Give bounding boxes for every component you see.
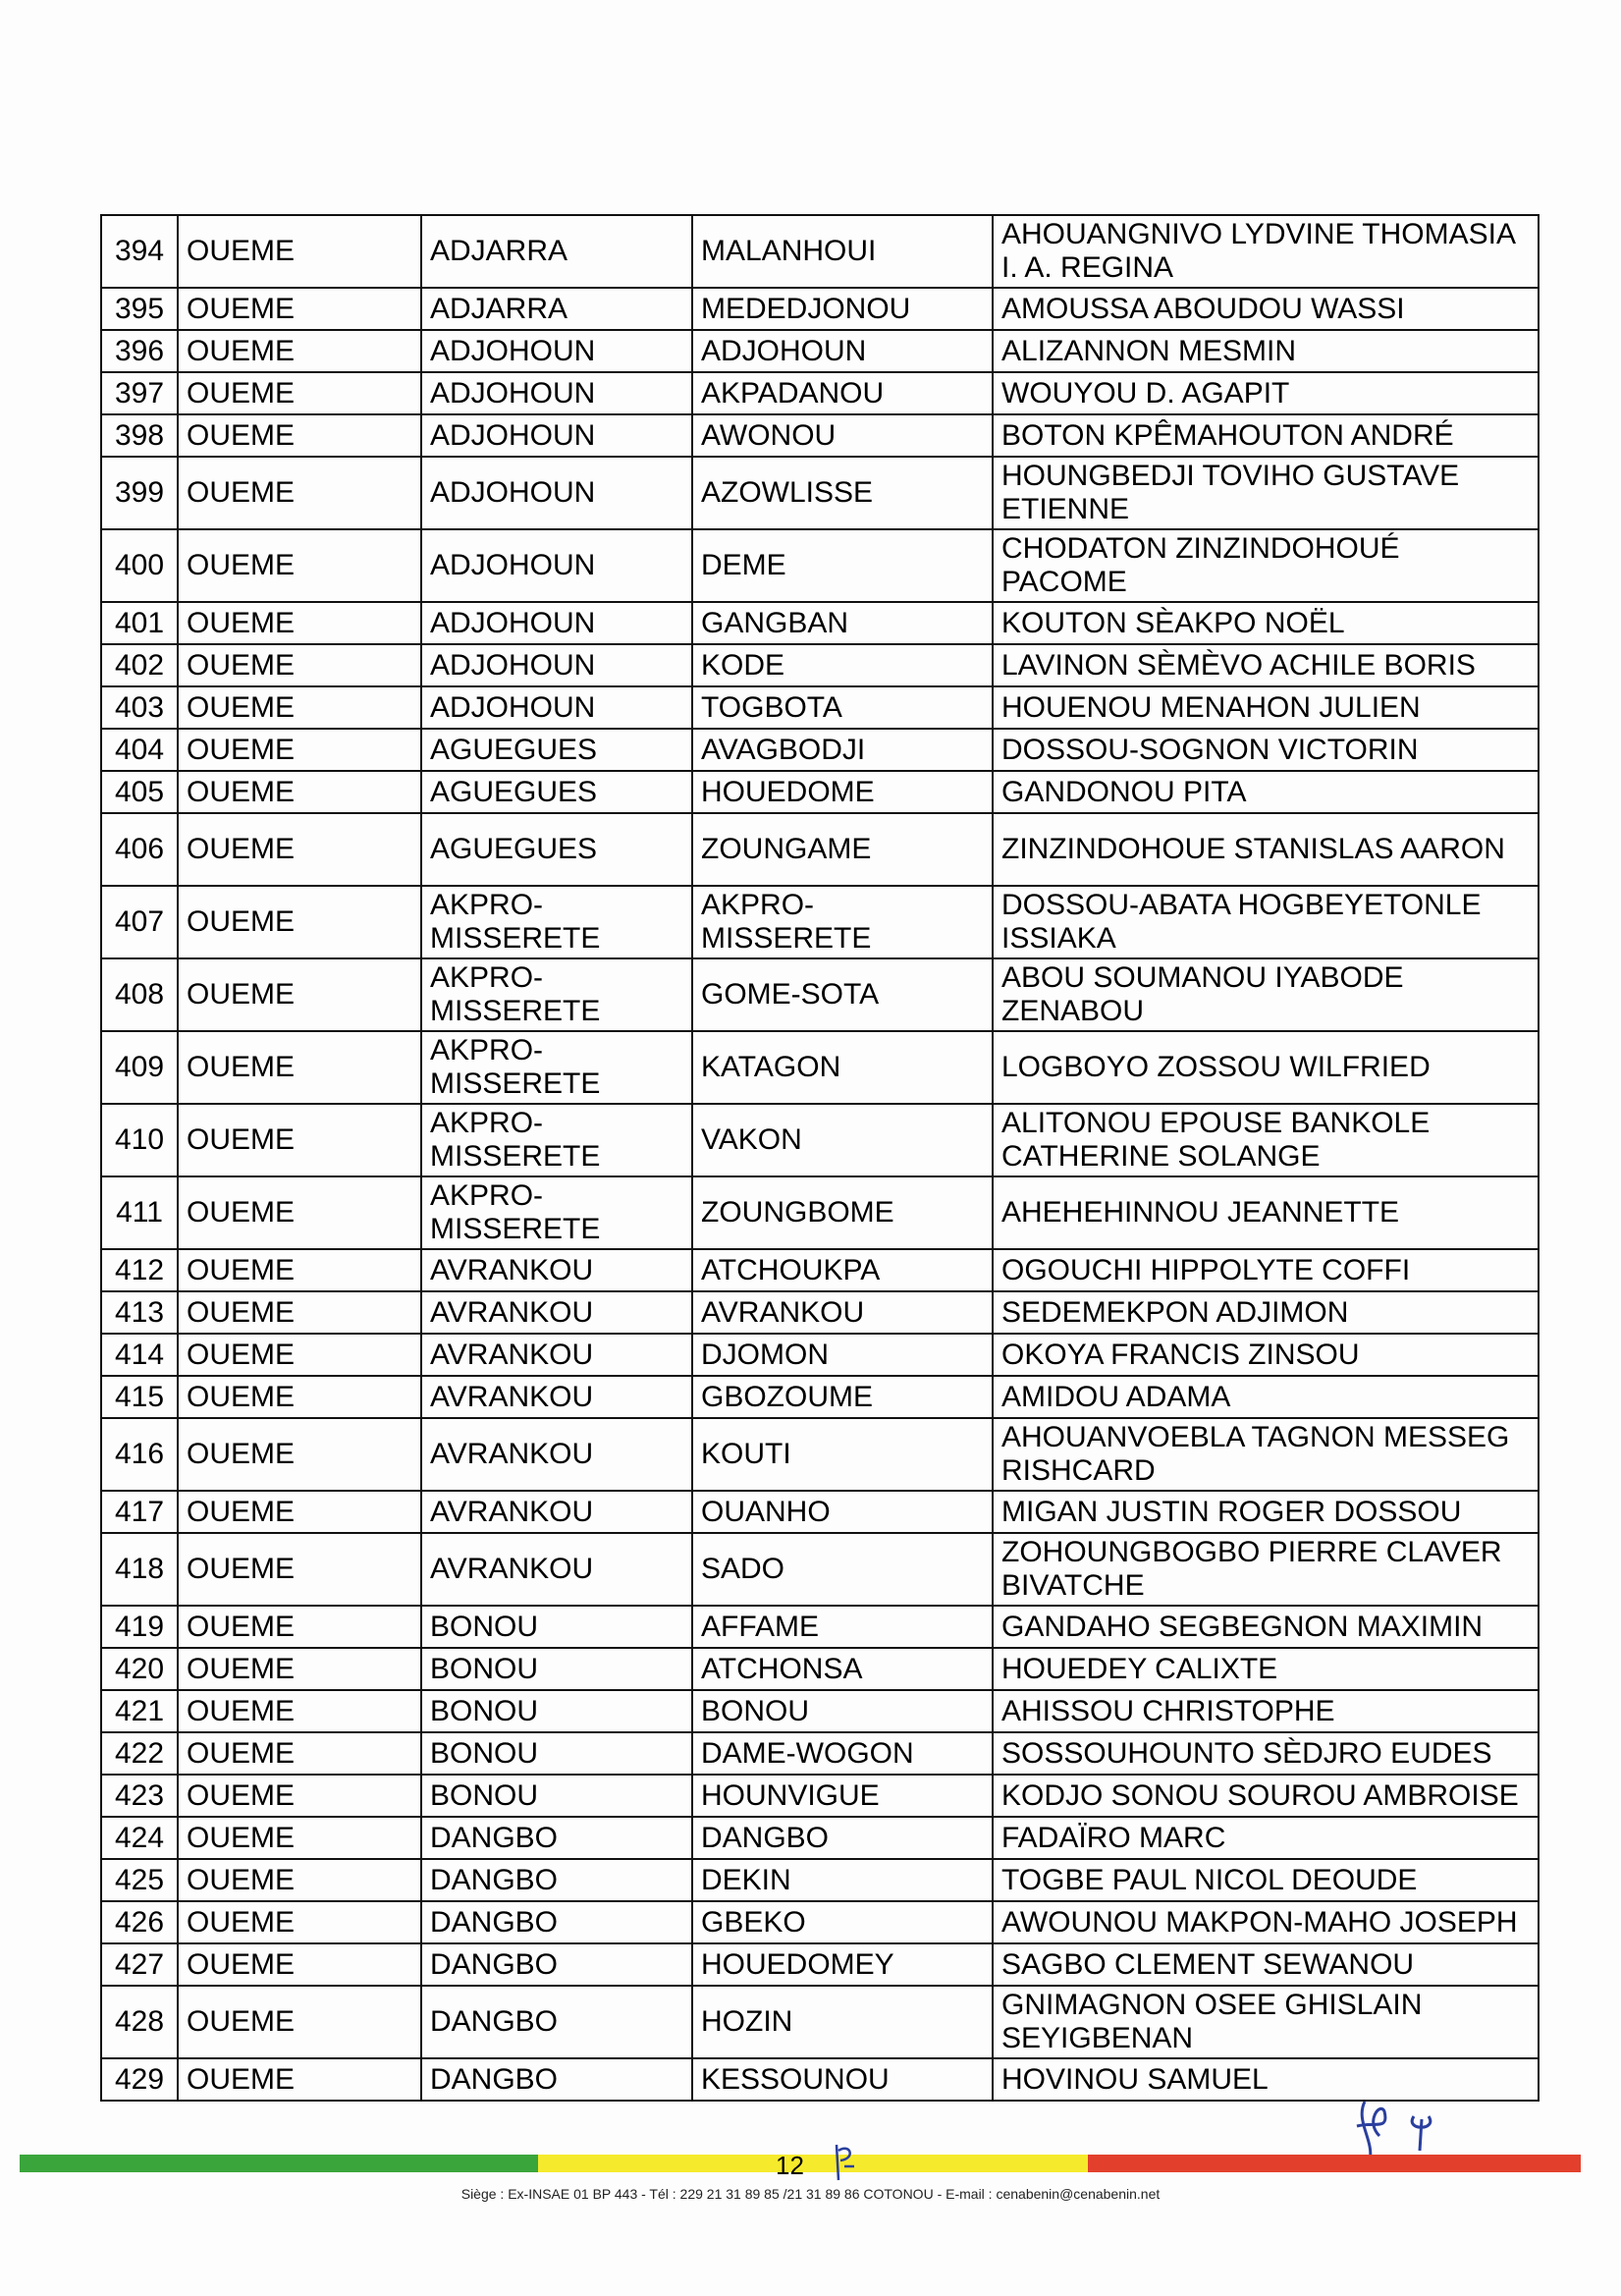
commune-cell: AKPRO-MISSERETE (421, 958, 692, 1031)
arrondissement-cell: DJOMON (692, 1334, 993, 1376)
name-cell: AHEHEHINNOU JEANNETTE (993, 1176, 1539, 1249)
commune-cell: AKPRO-MISSERETE (421, 886, 692, 958)
name-cell: AMOUSSA ABOUDOU WASSI (993, 288, 1539, 330)
name-cell: ZINZINDOHOUE STANISLAS AARON (993, 813, 1539, 886)
name-cell: DOSSOU-ABATA HOGBEYETONLE ISSIAKA (993, 886, 1539, 958)
row-number-cell: 398 (101, 414, 178, 457)
commune-cell: DANGBO (421, 2058, 692, 2101)
commune-cell: ADJOHOUN (421, 686, 692, 729)
department-cell: OUEME (178, 686, 421, 729)
department-cell: OUEME (178, 1031, 421, 1104)
row-number-cell: 397 (101, 372, 178, 414)
row-number-cell: 415 (101, 1376, 178, 1418)
table-body (101, 215, 1539, 2101)
table-row (101, 1291, 1539, 1334)
table-row (101, 529, 1539, 602)
arrondissement-cell: DAME-WOGON (692, 1732, 993, 1775)
department-cell: OUEME (178, 414, 421, 457)
table-row (101, 1986, 1539, 2058)
name-cell: LAVINON SÈMÈVO ACHILE BORIS (993, 644, 1539, 686)
department-cell: OUEME (178, 288, 421, 330)
commune-cell: AVRANKOU (421, 1376, 692, 1418)
name-cell: GANDAHO SEGBEGNON MAXIMIN (993, 1606, 1539, 1648)
name-cell: OKOYA FRANCIS ZINSOU (993, 1334, 1539, 1376)
name-cell: WOUYOU D. AGAPIT (993, 372, 1539, 414)
arrondissement-cell: OUANHO (692, 1491, 993, 1533)
department-cell: OUEME (178, 602, 421, 644)
row-number-cell: 402 (101, 644, 178, 686)
name-cell: FADAÏRO MARC (993, 1817, 1539, 1859)
row-number-cell: 396 (101, 330, 178, 372)
results-table (100, 214, 1540, 2102)
arrondissement-cell: AFFAME (692, 1606, 993, 1648)
department-cell: OUEME (178, 958, 421, 1031)
name-cell: KOUTON SÈAKPO NOËL (993, 602, 1539, 644)
arrondissement-cell: AVAGBODJI (692, 729, 993, 771)
page-number: 12 (776, 2151, 804, 2180)
department-cell: OUEME (178, 1249, 421, 1291)
arrondissement-cell: AKPRO-MISSERETE (692, 886, 993, 958)
table-row (101, 414, 1539, 457)
arrondissement-cell: AZOWLISSE (692, 457, 993, 529)
table-row (101, 1376, 1539, 1418)
department-cell: OUEME (178, 372, 421, 414)
department-cell: OUEME (178, 1334, 421, 1376)
handwritten-initial-mark (831, 2141, 860, 2184)
table-row (101, 1648, 1539, 1690)
row-number-cell: 419 (101, 1606, 178, 1648)
table-row (101, 729, 1539, 771)
name-cell: TOGBE PAUL NICOL DEOUDE (993, 1859, 1539, 1901)
commune-cell: BONOU (421, 1775, 692, 1817)
row-number-cell: 426 (101, 1901, 178, 1943)
department-cell: OUEME (178, 330, 421, 372)
arrondissement-cell: GANGBAN (692, 602, 993, 644)
commune-cell: DANGBO (421, 1859, 692, 1901)
arrondissement-cell: ADJOHOUN (692, 330, 993, 372)
arrondissement-cell: HOUEDOME (692, 771, 993, 813)
row-number-cell: 429 (101, 2058, 178, 2101)
department-cell: OUEME (178, 1943, 421, 1986)
row-number-cell: 411 (101, 1176, 178, 1249)
row-number-cell: 395 (101, 288, 178, 330)
department-cell: OUEME (178, 1104, 421, 1176)
name-cell: GANDONOU PITA (993, 771, 1539, 813)
department-cell: OUEME (178, 886, 421, 958)
commune-cell: DANGBO (421, 1901, 692, 1943)
name-cell: HOUNGBEDJI TOVIHO GUSTAVE ETIENNE (993, 457, 1539, 529)
row-number-cell: 410 (101, 1104, 178, 1176)
name-cell: AHOUANVOEBLA TAGNON MESSEG RISHCARD (993, 1418, 1539, 1491)
commune-cell: ADJARRA (421, 215, 692, 288)
row-number-cell: 423 (101, 1775, 178, 1817)
row-number-cell: 401 (101, 602, 178, 644)
arrondissement-cell: MALANHOUI (692, 215, 993, 288)
commune-cell: AVRANKOU (421, 1334, 692, 1376)
table-row (101, 2058, 1539, 2101)
commune-cell: ADJOHOUN (421, 644, 692, 686)
name-cell: AHOUANGNIVO LYDVINE THOMASIA I. A. REGINA (993, 215, 1539, 288)
table-row (101, 330, 1539, 372)
name-cell: HOUEDEY CALIXTE (993, 1648, 1539, 1690)
arrondissement-cell: GBOZOUME (692, 1376, 993, 1418)
flag-bar-red (1088, 2155, 1581, 2172)
name-cell: ZOHOUNGBOGBO PIERRE CLAVER BIVATCHE (993, 1533, 1539, 1606)
arrondissement-cell: DEME (692, 529, 993, 602)
arrondissement-cell: AVRANKOU (692, 1291, 993, 1334)
department-cell: OUEME (178, 1732, 421, 1775)
flag-bar-yellow (538, 2155, 1088, 2172)
commune-cell: AVRANKOU (421, 1249, 692, 1291)
arrondissement-cell: VAKON (692, 1104, 993, 1176)
table-row (101, 1334, 1539, 1376)
commune-cell: BONOU (421, 1606, 692, 1648)
name-cell: CHODATON ZINZINDOHOUÉ PACOME (993, 529, 1539, 602)
department-cell: OUEME (178, 1176, 421, 1249)
department-cell: OUEME (178, 1901, 421, 1943)
commune-cell: ADJOHOUN (421, 529, 692, 602)
row-number-cell: 416 (101, 1418, 178, 1491)
commune-cell: AKPRO-MISSERETE (421, 1031, 692, 1104)
name-cell: AMIDOU ADAMA (993, 1376, 1539, 1418)
name-cell: GNIMAGNON OSEE GHISLAIN SEYIGBENAN (993, 1986, 1539, 2058)
table-row (101, 1418, 1539, 1491)
row-number-cell: 421 (101, 1690, 178, 1732)
table-row (101, 813, 1539, 886)
table-row (101, 1533, 1539, 1606)
table-row (101, 1859, 1539, 1901)
commune-cell: ADJARRA (421, 288, 692, 330)
commune-cell: BONOU (421, 1690, 692, 1732)
table-row (101, 686, 1539, 729)
arrondissement-cell: AKPADANOU (692, 372, 993, 414)
arrondissement-cell: AWONOU (692, 414, 993, 457)
table-row (101, 1606, 1539, 1648)
arrondissement-cell: KODE (692, 644, 993, 686)
row-number-cell: 417 (101, 1491, 178, 1533)
commune-cell: BONOU (421, 1648, 692, 1690)
row-number-cell: 424 (101, 1817, 178, 1859)
department-cell: OUEME (178, 1418, 421, 1491)
row-number-cell: 409 (101, 1031, 178, 1104)
department-cell: OUEME (178, 1376, 421, 1418)
department-cell: OUEME (178, 1859, 421, 1901)
department-cell: OUEME (178, 1491, 421, 1533)
name-cell: KODJO SONOU SOUROU AMBROISE (993, 1775, 1539, 1817)
arrondissement-cell: KESSOUNOU (692, 2058, 993, 2101)
name-cell: DOSSOU-SOGNON VICTORIN (993, 729, 1539, 771)
department-cell: OUEME (178, 1690, 421, 1732)
department-cell: OUEME (178, 813, 421, 886)
arrondissement-cell: MEDEDJONOU (692, 288, 993, 330)
row-number-cell: 427 (101, 1943, 178, 1986)
department-cell: OUEME (178, 644, 421, 686)
commune-cell: DANGBO (421, 1943, 692, 1986)
table-row (101, 215, 1539, 288)
table-row (101, 1901, 1539, 1943)
row-number-cell: 407 (101, 886, 178, 958)
row-number-cell: 394 (101, 215, 178, 288)
commune-cell: AKPRO-MISSERETE (421, 1176, 692, 1249)
table-row (101, 1817, 1539, 1859)
arrondissement-cell: HOZIN (692, 1986, 993, 2058)
row-number-cell: 403 (101, 686, 178, 729)
commune-cell: AVRANKOU (421, 1533, 692, 1606)
arrondissement-cell: DANGBO (692, 1817, 993, 1859)
table-row (101, 1690, 1539, 1732)
department-cell: OUEME (178, 457, 421, 529)
table-row (101, 1775, 1539, 1817)
department-cell: OUEME (178, 2058, 421, 2101)
arrondissement-cell: ATCHOUKPA (692, 1249, 993, 1291)
arrondissement-cell: HOUEDOMEY (692, 1943, 993, 1986)
row-number-cell: 414 (101, 1334, 178, 1376)
row-number-cell: 418 (101, 1533, 178, 1606)
arrondissement-cell: ZOUNGAME (692, 813, 993, 886)
department-cell: OUEME (178, 1291, 421, 1334)
department-cell: OUEME (178, 215, 421, 288)
table-row (101, 1943, 1539, 1986)
table-row (101, 1176, 1539, 1249)
row-number-cell: 404 (101, 729, 178, 771)
arrondissement-cell: HOUNVIGUE (692, 1775, 993, 1817)
row-number-cell: 399 (101, 457, 178, 529)
name-cell: ALIZANNON MESMIN (993, 330, 1539, 372)
arrondissement-cell: ATCHONSA (692, 1648, 993, 1690)
arrondissement-cell: TOGBOTA (692, 686, 993, 729)
commune-cell: AGUEGUES (421, 813, 692, 886)
department-cell: OUEME (178, 1606, 421, 1648)
department-cell: OUEME (178, 771, 421, 813)
row-number-cell: 413 (101, 1291, 178, 1334)
table-row (101, 644, 1539, 686)
table-row (101, 958, 1539, 1031)
table-container (100, 214, 1538, 2102)
department-cell: OUEME (178, 1533, 421, 1606)
name-cell: OGOUCHI HIPPOLYTE COFFI (993, 1249, 1539, 1291)
name-cell: LOGBOYO ZOSSOU WILFRIED (993, 1031, 1539, 1104)
department-cell: OUEME (178, 529, 421, 602)
table-row (101, 1031, 1539, 1104)
name-cell: ABOU SOUMANOU IYABODE ZENABOU (993, 958, 1539, 1031)
arrondissement-cell: GOME-SOTA (692, 958, 993, 1031)
commune-cell: DANGBO (421, 1817, 692, 1859)
table-row (101, 1104, 1539, 1176)
row-number-cell: 406 (101, 813, 178, 886)
commune-cell: AGUEGUES (421, 771, 692, 813)
department-cell: OUEME (178, 729, 421, 771)
commune-cell: ADJOHOUN (421, 602, 692, 644)
table-row (101, 886, 1539, 958)
department-cell: OUEME (178, 1775, 421, 1817)
table-row (101, 602, 1539, 644)
footer-address: Siège : Ex-INSAE 01 BP 443 - Tél : 229 21 31 89 85 /21 31 89 86 COTONOU - E-mail : cenabenin@cenabenin.net (460, 2186, 1161, 2202)
table-row (101, 1249, 1539, 1291)
commune-cell: AVRANKOU (421, 1491, 692, 1533)
department-cell: OUEME (178, 1817, 421, 1859)
commune-cell: DANGBO (421, 1986, 692, 2058)
name-cell: HOVINOU SAMUEL (993, 2058, 1539, 2101)
commune-cell: BONOU (421, 1732, 692, 1775)
row-number-cell: 425 (101, 1859, 178, 1901)
commune-cell: AGUEGUES (421, 729, 692, 771)
row-number-cell: 408 (101, 958, 178, 1031)
commune-cell: AKPRO-MISSERETE (421, 1104, 692, 1176)
row-number-cell: 405 (101, 771, 178, 813)
commune-cell: ADJOHOUN (421, 330, 692, 372)
name-cell: MIGAN JUSTIN ROGER DOSSOU (993, 1491, 1539, 1533)
table-row (101, 372, 1539, 414)
name-cell: SEDEMEKPON ADJIMON (993, 1291, 1539, 1334)
row-number-cell: 428 (101, 1986, 178, 2058)
name-cell: AHISSOU CHRISTOPHE (993, 1690, 1539, 1732)
table-row (101, 1732, 1539, 1775)
table-row (101, 288, 1539, 330)
department-cell: OUEME (178, 1648, 421, 1690)
name-cell: BOTON KPÊMAHOUTON ANDRÉ (993, 414, 1539, 457)
arrondissement-cell: KOUTI (692, 1418, 993, 1491)
commune-cell: ADJOHOUN (421, 372, 692, 414)
arrondissement-cell: SADO (692, 1533, 993, 1606)
arrondissement-cell: KATAGON (692, 1031, 993, 1104)
name-cell: HOUENOU MENAHON JULIEN (993, 686, 1539, 729)
table-row (101, 457, 1539, 529)
row-number-cell: 400 (101, 529, 178, 602)
table-row (101, 771, 1539, 813)
row-number-cell: 420 (101, 1648, 178, 1690)
name-cell: SOSSOUHOUNTO SÈDJRO EUDES (993, 1732, 1539, 1775)
flag-bar-green (20, 2155, 538, 2172)
department-cell: OUEME (178, 1986, 421, 2058)
name-cell: SAGBO CLEMENT SEWANOU (993, 1943, 1539, 1986)
commune-cell: ADJOHOUN (421, 414, 692, 457)
arrondissement-cell: GBEKO (692, 1901, 993, 1943)
arrondissement-cell: BONOU (692, 1690, 993, 1732)
table-row (101, 1491, 1539, 1533)
arrondissement-cell: DEKIN (692, 1859, 993, 1901)
commune-cell: AVRANKOU (421, 1291, 692, 1334)
commune-cell: AVRANKOU (421, 1418, 692, 1491)
name-cell: AWOUNOU MAKPON-MAHO JOSEPH (993, 1901, 1539, 1943)
arrondissement-cell: ZOUNGBOME (692, 1176, 993, 1249)
row-number-cell: 422 (101, 1732, 178, 1775)
name-cell: ALITONOU EPOUSE BANKOLE CATHERINE SOLANGE (993, 1104, 1539, 1176)
commune-cell: ADJOHOUN (421, 457, 692, 529)
row-number-cell: 412 (101, 1249, 178, 1291)
